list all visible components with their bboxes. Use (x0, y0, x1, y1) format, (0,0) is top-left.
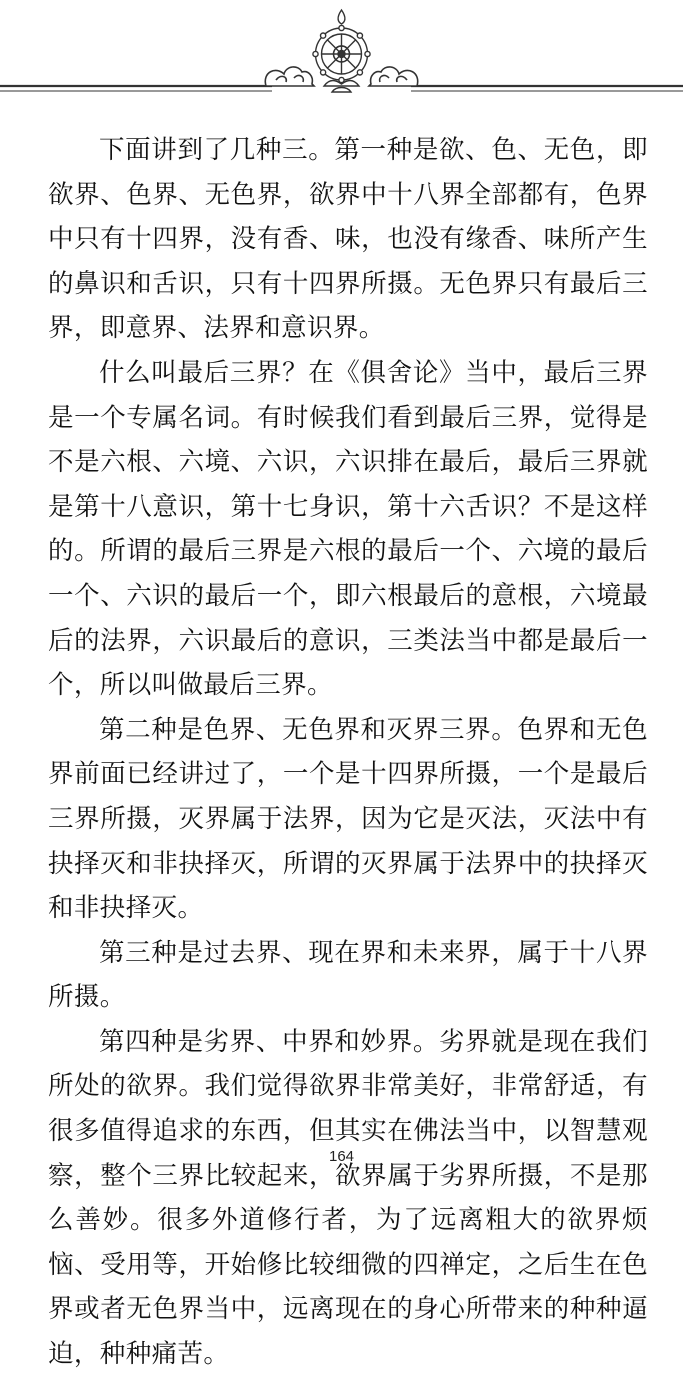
paragraph: 什么叫最后三界？在《俱舍论》当中，最后三界是一个专属名词。有时候我们看到最后三界，觉得是不是六根、六境、六识，六识排在最后，最后三界就是第十八意识，第十七身识，第十六舌识？不是这样的。所谓的最后三界是六根的最后一个、六境的最后一个、六识的最后一个，即六根最后的意根，六境最后的法界，六识最后的意识，三类法当中都是最后一个，所以叫做最后三界。 (48, 357, 648, 701)
page-number: 164 (328, 1148, 355, 1165)
dharma-wheel-icon (313, 10, 370, 92)
paragraph: 下面讲到了几种三。第一种是欲、色、无色，即欲界、色界、无色界，欲界中十八界全部都有，色界中只有十四界，没有香、味，也没有缘香、味所产生的鼻识和舌识，只有十四界所摄。无色界只有最后三界，即意界、法界和意识界。 (48, 135, 648, 344)
header-ornament (0, 0, 683, 104)
right-cloud-icon (369, 67, 418, 86)
paragraph: 第二种是色界、无色界和灭界三界。色界和无色界前面已经讲过了，一个是十四界所摄，一个是最后三界所摄，灭界属于法界，因为它是灭法，灭法中有抉择灭和非抉择灭，所谓的灭界属于法界中的抉择灭和非抉择灭。 (48, 714, 648, 924)
body-text (48, 128, 648, 1377)
paragraph: 第三种是过去界、现在界和未来界，属于十八界所摄。 (48, 937, 648, 1013)
left-cloud-icon (265, 67, 314, 86)
paragraph: 第四种是劣界、中界和妙界。劣界就是现在我们所处的欲界。我们觉得欲界非常美好，非常舒适，有很多值得追求的东西，但其实在佛法当中，以智慧观察，整个三界比较起来，欲界属于劣界所摄，不是那么善妙。很多外道修行者，为了远离粗大的欲界烦恼、受用等，开始修比较细微的四禅定，之后生在色界或者无色界当中，远离现在的身心所带来的种种逼迫，种种痛苦。 (48, 1026, 648, 1370)
